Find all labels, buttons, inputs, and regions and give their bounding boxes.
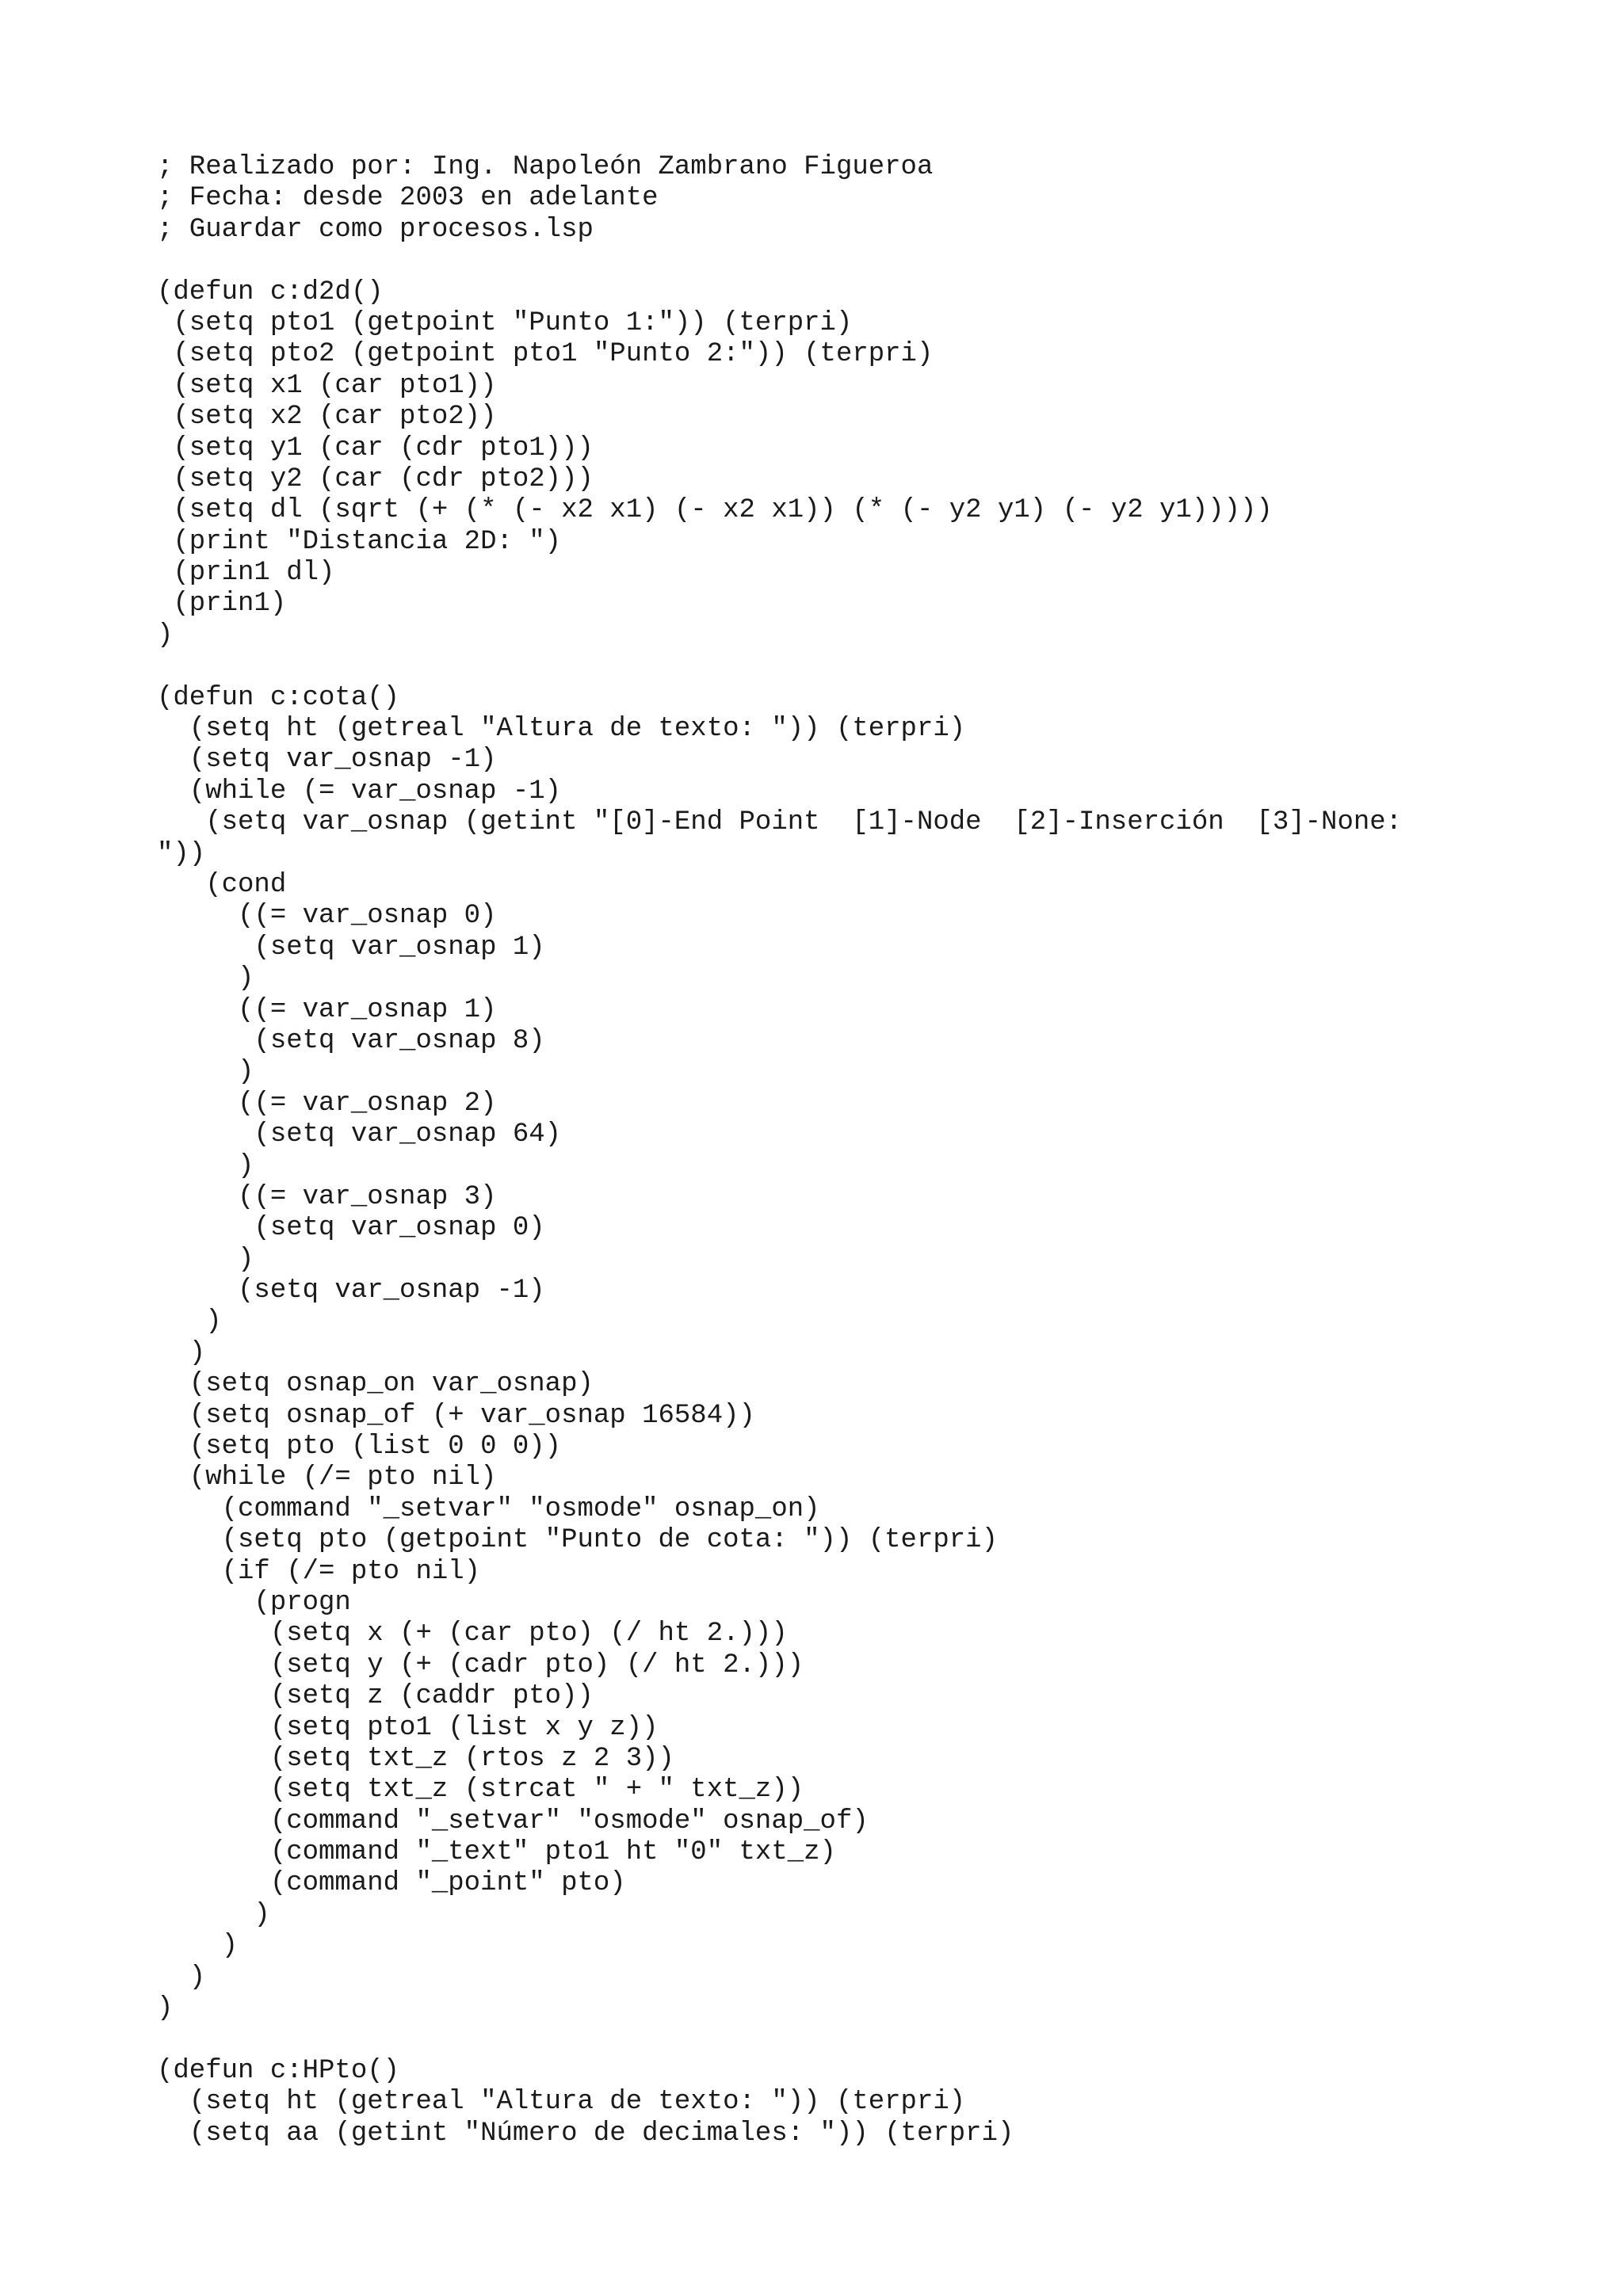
code-line: (setq pto (list 0 0 0)) xyxy=(157,1432,562,1463)
code-line: ) xyxy=(157,1962,206,1993)
code-line: (setq y (+ (cadr pto) (/ ht 2.))) xyxy=(157,1650,804,1680)
code-line: (command "_setvar" "osmode" osnap_on) xyxy=(157,1493,820,1524)
code-line: (setq txt_z (strcat " + " txt_z)) xyxy=(157,1775,804,1806)
code-line: (setq ht (getreal "Altura de texto: ")) (terpri) xyxy=(157,714,966,745)
code-line: (setq osnap_on var_osnap) xyxy=(157,1369,594,1400)
code-line: (setq var_osnap 64) xyxy=(157,1119,562,1150)
code-line: (setq osnap_of (+ var_osnap 16584)) xyxy=(157,1400,755,1431)
code-line: ; Guardar como procesos.lsp xyxy=(157,214,594,245)
code-line: (setq var_osnap 0) xyxy=(157,1213,545,1244)
code-line: (setq y2 (car (cdr pto2))) xyxy=(157,463,594,494)
code-line xyxy=(157,246,1402,277)
code-line: (setq var_osnap 8) xyxy=(157,1025,545,1056)
code-line xyxy=(157,651,1402,682)
code-line: (prin1) xyxy=(157,589,287,620)
code-line: (setq z (caddr pto)) xyxy=(157,1681,594,1712)
code-line: ) xyxy=(157,1993,174,2024)
code-line: (setq pto1 (getpoint "Punto 1:")) (terpri) xyxy=(157,307,853,338)
code-line: (setq pto (getpoint "Punto de cota: ")) (terpri) xyxy=(157,1525,998,1556)
code-line: (setq y1 (car (cdr pto1))) xyxy=(157,433,594,463)
code-line: (setq x (+ (car pto) (/ ht 2.))) xyxy=(157,1619,788,1650)
code-line: ) xyxy=(157,1150,254,1181)
code-line: (cond xyxy=(157,869,287,900)
code-line: ((= var_osnap 1) xyxy=(157,994,497,1025)
code-line: ) xyxy=(157,963,254,994)
code-line: ")) xyxy=(157,838,206,869)
code-line: ) xyxy=(157,1057,254,1088)
code-line xyxy=(157,2024,1402,2055)
code-line: (setq var_osnap (getint "[0]-End Point [1]-Node [2]-Inserción [3]-None: xyxy=(157,807,1403,838)
code-line: ((= var_osnap 2) xyxy=(157,1088,497,1119)
code-line: ) xyxy=(157,1306,222,1337)
code-line: ) xyxy=(157,1244,254,1275)
code-line: ) xyxy=(157,620,174,650)
code-line: ; Realizado por: Ing. Napoleón Zambrano Figueroa xyxy=(157,152,934,182)
code-line: (if (/= pto nil) xyxy=(157,1556,481,1587)
code-line: (setq ht (getreal "Altura de texto: ")) (terpri) xyxy=(157,2087,966,2118)
code-line: (while (/= pto nil) xyxy=(157,1463,497,1493)
code-line: ; Fecha: desde 2003 en adelante xyxy=(157,183,659,214)
code-line: ) xyxy=(157,1931,239,1962)
code-line: (setq x2 (car pto2)) xyxy=(157,402,497,433)
code-line: (progn xyxy=(157,1587,351,1618)
code-line: (setq txt_z (rtos z 2 3)) xyxy=(157,1743,674,1774)
code-line: (command "_setvar" "osmode" osnap_of) xyxy=(157,1806,869,1836)
code-line: (setq pto1 (list x y z)) xyxy=(157,1712,659,1743)
code-line: ((= var_osnap 0) xyxy=(157,901,497,932)
code-line: ) xyxy=(157,1899,270,1930)
code-line: (setq aa (getint "Número de decimales: ")) (terpri) xyxy=(157,2118,1014,2149)
code-line: (setq var_osnap 1) xyxy=(157,932,545,963)
code-line: (setq x1 (car pto1)) xyxy=(157,370,497,401)
code-line: (setq var_osnap -1) xyxy=(157,745,497,776)
code-line: (setq var_osnap -1) xyxy=(157,1276,545,1306)
code-line: (while (= var_osnap -1) xyxy=(157,776,562,807)
code-line: ((= var_osnap 3) xyxy=(157,1181,497,1212)
code-line: (defun c:HPto() xyxy=(157,2055,400,2086)
code-line: (setq pto2 (getpoint pto1 "Punto 2:")) (terpri) xyxy=(157,339,934,370)
code-line: ) xyxy=(157,1337,206,1368)
code-line: (defun c:d2d() xyxy=(157,277,384,307)
code-line: (prin1 dl) xyxy=(157,558,335,589)
code-line: (command "_point" pto) xyxy=(157,1868,626,1899)
code-line: (setq dl (sqrt (+ (* (- x2 x1) (- x2 x1)) (* (- y2 y1) (- y2 y1))))) xyxy=(157,495,1273,526)
code-listing xyxy=(157,152,1402,2149)
code-line: (print "Distancia 2D: ") xyxy=(157,526,562,557)
code-line: (command "_text" pto1 ht "0" txt_z) xyxy=(157,1837,836,1868)
code-line: (defun c:cota() xyxy=(157,682,400,713)
